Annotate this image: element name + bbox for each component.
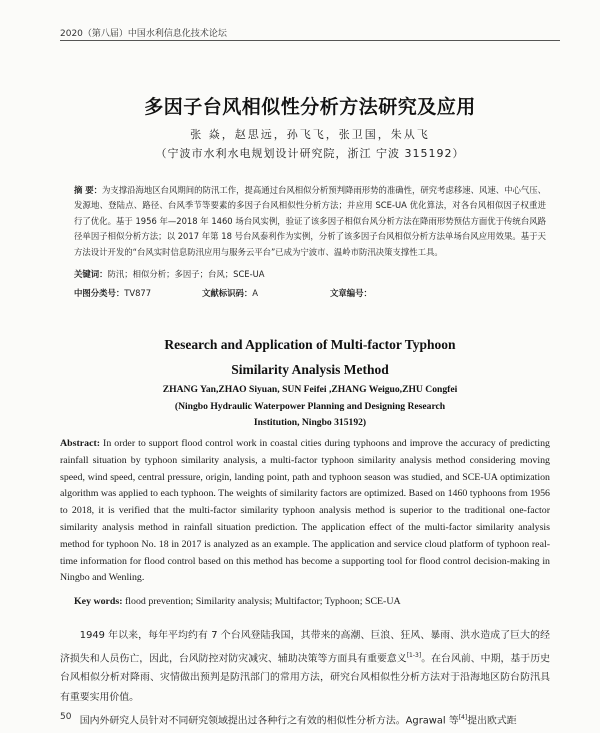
chinese-keywords [74,268,546,280]
english-abstract-text: In order to support flood control work in coastal cities during typhoons and improve the accuracy of predicting rainfall situation by typhoon similarity analysis, a multi-factor typhoon similarity analysis method considering moving speed, wind speed, central pressure, origin, landing point, path and typhoon season was studied, and SCE-UA optimization algorithm was applied to each typhoon. The weights of similarity factors are optimized. Based on 1460 typhoons from 1956 to 2018, it is verified that the multi-factor similarity typhoon analysis method is superior to the traditional one-factor similarity analysis method in rainfall situation prediction. The application effect of the multi-factor similarity analysis method for typhoon No. 18 in 2017 is analyzed as an example. The application and service cloud platform of typhoon real-time information for flood control based on this method has become a supporting tool for flood control decision-making in Ningbo and Wenling. [60,438,550,584]
body-paragraph-1: 1949 年以来，每年平均约有 7 个台风登陆我国，其带来的高潮、巨浪、狂风、暴雨、洪水造成了巨大的经济损失和人员伤亡，因此，台风防控对防灾减灾、辅助决策等方面具有重要意义[1-3]。在台风前、中期，基于历史台风相似分析对降雨、灾情做出预判是防汛部门的常用方法，研究台风相似性分析方法对于沿海地区防台防汛具有重要实用价值。 [60,630,550,703]
document-code: 文献标识码：A [202,288,258,298]
body-paragraph-2: 国内外研究人员针对不同研究领域提出过各种行之有效的相似性分析方法。Agrawal 等[4]提出欧式距 [79,714,517,727]
chinese-authors: 张 焱，赵思远，孙飞飞，张卫国，朱从飞 [190,128,430,141]
chinese-keywords-label: 关键词： [74,269,108,279]
chinese-affiliation: （宁波市水利水电规划设计研究院，浙江 宁波 315192） [155,147,465,160]
english-title-line-2: Similarity Analysis Method [231,362,389,377]
article-number: 文章编号： [330,288,372,298]
clc-number: 中图分类号：TV877 [74,288,152,298]
chinese-keywords-text: 防汛；相似分析；多因子；台风；SCE-UA [107,269,265,279]
citation-4: [4] [458,714,468,722]
header-rule [60,40,560,41]
chinese-abstract [74,183,546,260]
english-affiliation-line-2: Institution, Ningbo 315192) [253,416,367,428]
english-keywords-label: Key words: [74,596,123,607]
english-title [60,332,560,382]
english-abstract [60,436,550,587]
page-number: 50 [60,712,72,722]
english-title-line-1: Research and Application of Multi-factor Typhoon [164,337,456,352]
citation-1-3: [1-3] [406,651,422,659]
english-affiliation-line-1: (Ningbo Hydraulic Waterpower Planning and Designing Research [174,401,446,412]
chinese-abstract-text: 为支撑沿海地区台风期间的防汛工作，提高通过台风相似分析预判降雨形势的准确性，研究考虑移速、风速、中心气压、发源地、登陆点、路径、台风季节等要素的多因子台风相似性分析方法；并应用 SCE-UA 优化算法，对各台风相似因子权重进行了优化。基于 1956 年—2018 年 1460 场台风实例，验证了该多因子相似台风分析方法在降雨形势预估方面优于传统台风路径单因子相似分析方法；以 2017 年第 18 号台风泰利作为实例，分析了该多因子台风相似分析方法单场台风应用效果。基于天方法设计开发的“台风实时信息防汛应用与服务云平台”已成为宁波市、温岭市防汛决策支撑性工具。 [74,185,546,257]
chinese-abstract-label: 摘 要： [74,185,103,195]
english-keywords-text: flood prevention; Similarity analysis; Multifactor; Typhoon; SCE-UA [125,596,401,607]
body-text [60,626,550,732]
english-keywords [74,596,550,607]
english-authors: ZHANG Yan,ZHAO Siyuan, SUN Feifei ,ZHANG Weiguo,ZHU Congfei [162,384,458,395]
english-affiliation [60,399,560,430]
english-abstract-label: Abstract: [60,438,101,449]
chinese-title: 多因子台风相似性分析方法研究及应用 [144,96,476,118]
running-header: 2020（第八届）中国水利信息化技术论坛 [60,29,227,39]
